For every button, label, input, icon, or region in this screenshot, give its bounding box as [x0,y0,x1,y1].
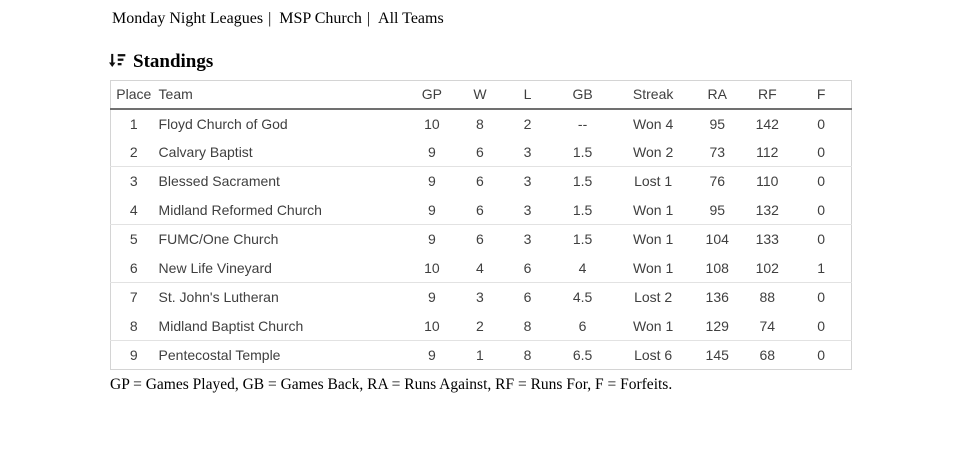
cell-w: 4 [455,254,505,283]
cell-gp: 9 [428,231,436,248]
column-header-place[interactable]: Place [111,81,157,109]
cell-gb: 1.5 [572,231,593,248]
cell-team: Midland Baptist Church [157,312,409,341]
cell-place: 8 [111,312,157,341]
breadcrumb-item-all-teams[interactable]: All Teams [378,10,444,27]
cell-rf: 102 [743,254,791,283]
cell-ra: 129 [691,312,743,341]
standings-heading [107,50,854,73]
cell-place: 4 [111,196,157,225]
sort-descending-icon [107,52,126,71]
page-title: Standings [133,50,214,72]
legend-text: GP = Games Played, GB = Games Back, RA = Runs Against, RF = Runs For, F = Forfeits. [110,376,673,393]
cell-f: 0 [817,173,826,190]
cell-rf: 132 [743,196,791,225]
cell-f: 0 [791,196,851,225]
cell-rf: 112 [743,138,791,167]
cell-streak: Won 1 [615,254,691,283]
table-row [111,109,852,138]
cell-f: 0 [817,231,826,248]
table-row [111,225,852,254]
breadcrumb-separator: | [366,10,371,27]
cell-rf: 133 [755,231,779,248]
cell-gb: 6 [550,312,615,341]
cell-gp: 9 [428,289,436,306]
cell-w: 6 [476,231,484,248]
cell-l: 6 [505,254,550,283]
column-header-w[interactable]: W [455,81,505,109]
cell-team: St. John's Lutheran [158,289,279,306]
cell-place: 7 [129,289,138,306]
column-header-gb[interactable]: GB [550,81,615,109]
cell-gp: 9 [409,196,455,225]
cell-w: 3 [476,289,484,306]
cell-f: 1 [791,254,851,283]
cell-l: 8 [505,312,550,341]
column-header-f[interactable]: F [791,81,851,109]
cell-f: 0 [817,347,826,363]
cell-ra: 95 [691,196,743,225]
cell-streak: Lost 6 [634,347,673,363]
cell-gb: 4 [550,254,615,283]
cell-rf: 74 [743,312,791,341]
cell-streak: Lost 2 [634,289,673,306]
column-header-rf[interactable]: RF [743,81,791,109]
cell-gp: 9 [409,138,455,167]
table-row [111,167,852,196]
cell-team: Midland Reformed Church [157,196,409,225]
standings-body [111,109,852,370]
cell-l: 8 [523,347,532,363]
table-row [111,254,852,283]
cell-l: 3 [523,231,532,248]
cell-l: 3 [505,138,550,167]
cell-ra: 104 [705,231,729,248]
cell-gp: 10 [424,115,440,132]
cell-gb: 1.5 [550,196,615,225]
cell-team: Floyd Church of God [158,115,288,132]
cell-w: 6 [476,173,484,190]
cell-gp: 10 [409,254,455,283]
cell-gp: 9 [428,347,436,363]
cell-ra: 145 [705,347,729,363]
column-header-gp[interactable]: GP [409,81,455,109]
cell-f: 0 [817,289,826,306]
table-row [111,312,852,341]
cell-rf: 110 [756,173,779,190]
breadcrumb [112,10,854,28]
cell-streak: Won 1 [615,312,691,341]
cell-gb: 6.5 [572,347,593,363]
page [110,10,854,394]
cell-streak: Lost 1 [634,173,673,190]
cell-team: New Life Vineyard [157,254,409,283]
cell-streak: Won 4 [633,115,674,132]
cell-gp: 9 [428,173,436,190]
cell-place: 1 [129,115,138,132]
cell-w: 6 [455,138,505,167]
cell-gb: 1.5 [572,173,593,190]
cell-w: 2 [455,312,505,341]
cell-ra: 95 [709,115,726,132]
cell-ra: 73 [691,138,743,167]
column-header-l[interactable]: L [505,81,550,109]
cell-streak: Won 2 [615,138,691,167]
cell-ra: 108 [691,254,743,283]
cell-gb: 1.5 [550,138,615,167]
cell-place: 6 [111,254,157,283]
cell-gb: 4.5 [572,289,593,306]
table-row [111,196,852,225]
cell-rf: 142 [755,115,779,132]
cell-w: 1 [476,347,484,363]
cell-ra: 76 [709,173,726,190]
column-header-team[interactable]: Team [157,81,409,109]
cell-team: Pentecostal Temple [158,347,281,363]
standings-table [110,80,852,370]
cell-streak: Won 1 [633,231,674,248]
table-row [111,341,852,370]
cell-place: 2 [111,138,157,167]
cell-l: 3 [523,173,532,190]
cell-f: 0 [791,138,851,167]
cell-w: 8 [476,115,484,132]
cell-l: 3 [505,196,550,225]
cell-ra: 136 [705,289,729,306]
cell-rf: 88 [759,289,776,306]
cell-place: 9 [129,347,138,363]
table-row [111,283,852,312]
cell-team: FUMC/One Church [158,231,279,248]
cell-w: 6 [455,196,505,225]
cell-f: 0 [817,115,826,132]
cell-l: 2 [523,115,532,132]
cell-rf: 68 [759,347,776,363]
cell-place: 3 [129,173,138,190]
breadcrumb-item-monday-night-leagues[interactable]: Monday Night Leagues [112,10,264,27]
cell-gb: -- [577,115,588,132]
table-row [111,138,852,167]
cell-team: Calvary Baptist [157,138,409,167]
cell-place: 5 [129,231,138,248]
cell-gp: 10 [409,312,455,341]
cell-l: 6 [523,289,532,306]
standings-header-row [111,81,852,109]
cell-streak: Won 1 [615,196,691,225]
column-header-streak[interactable]: Streak [615,81,691,109]
breadcrumb-item-msp-church[interactable]: MSP Church [279,10,362,27]
cell-team: Blessed Sacrament [158,173,280,190]
breadcrumb-separator: | [268,10,272,27]
column-header-ra[interactable]: RA [691,81,743,109]
cell-f: 0 [791,312,851,341]
